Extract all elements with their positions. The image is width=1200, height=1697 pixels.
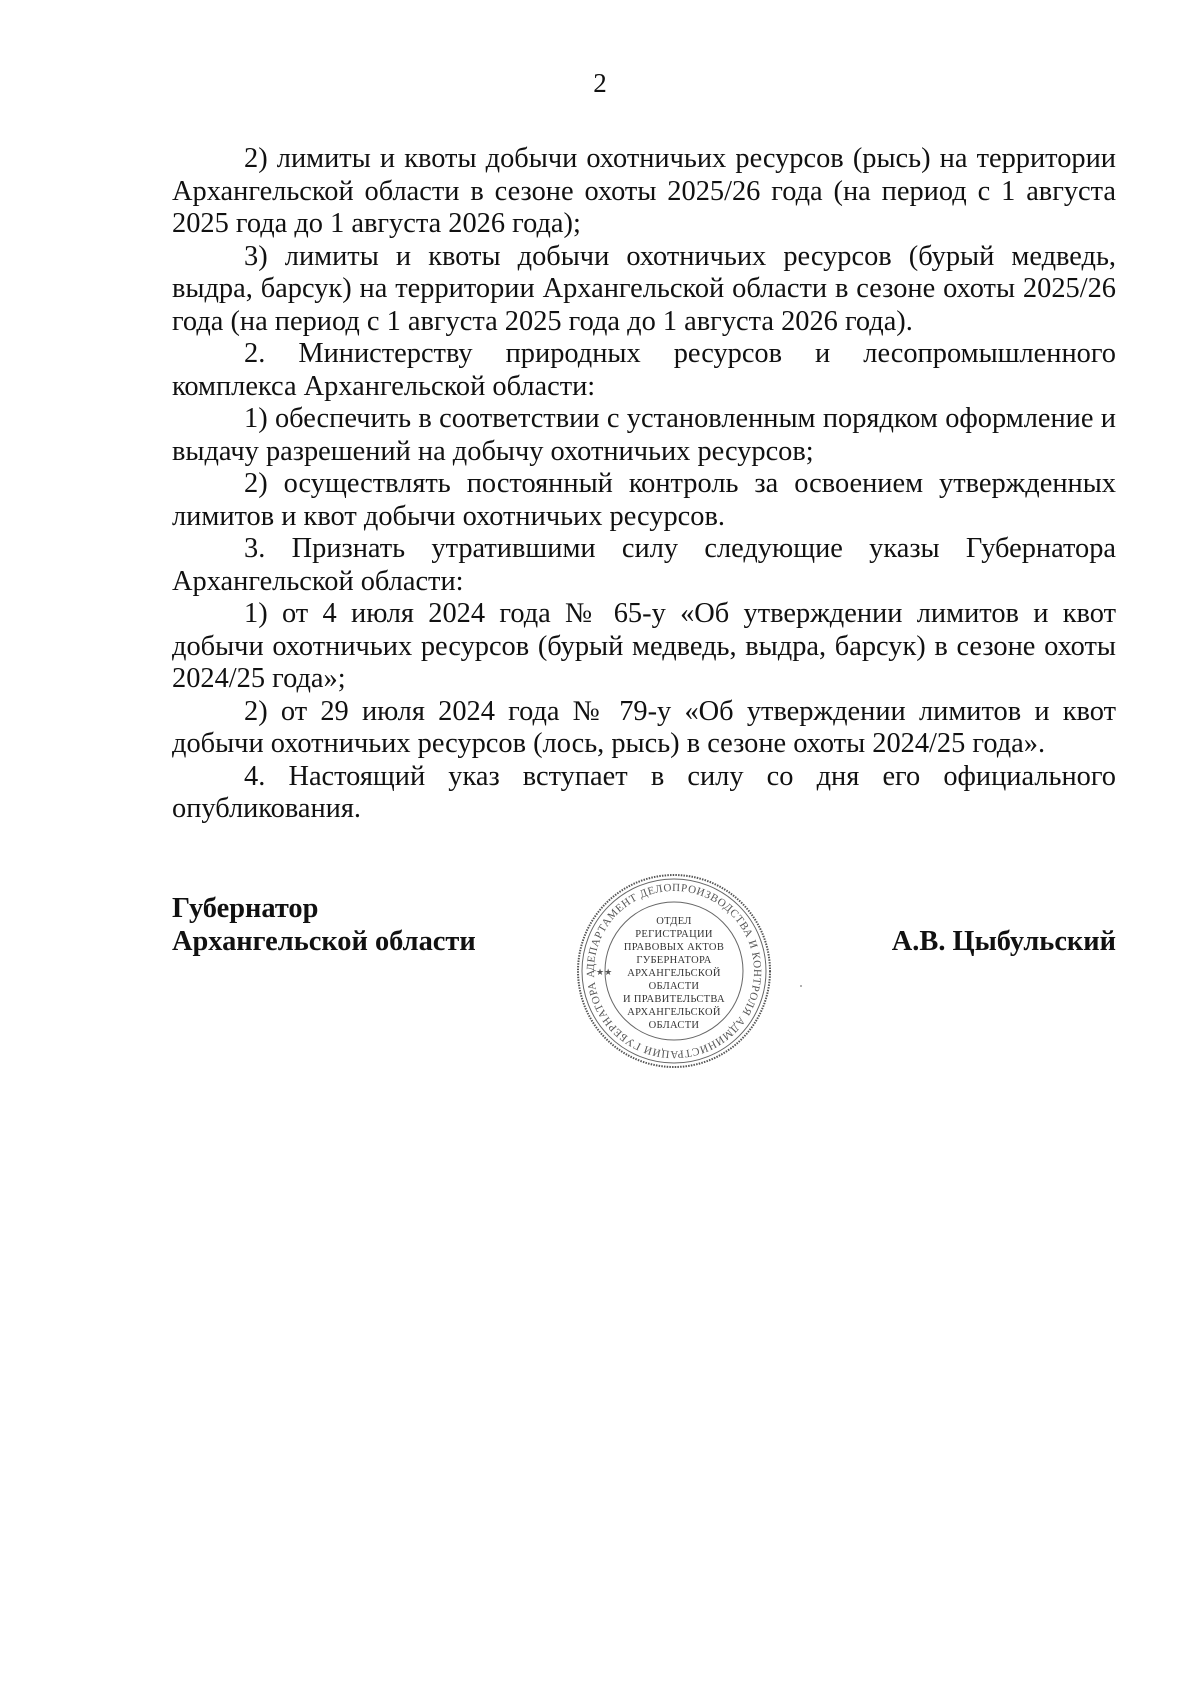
seal-line: АРХАНГЕЛЬСКОЙ (627, 1007, 721, 1018)
scan-speck (800, 985, 802, 987)
paragraph-clause-2-item-2: 2) осуществлять постоянный контроль за освоением утвержденных лимитов и квот добычи охотничьих ресурсов. (172, 468, 1116, 532)
paragraph-clause-2-item-1: 1) обеспечить в соответствии с установленным порядком оформление и выдачу разрешений на добычу охотничьих ресурсов; (172, 403, 1116, 467)
document-body (172, 143, 1116, 826)
paragraph-item-2-lynx: 2) лимиты и квоты добычи охотничьих ресурсов (рысь) на территории Архангельской области в сезоне охоты 2025/26 года (на период с 1 августа 2025 года до 1 августа 2026 года); (172, 143, 1116, 239)
signatory-name: А.В. Цыбульский (891, 925, 1116, 957)
seal-inner-text (574, 915, 774, 1032)
signatory-region: Архангельской области (172, 925, 476, 957)
paragraph-item-3-bear-otter-badger: 3) лимиты и квоты добычи охотничьих ресурсов (бурый медведь, выдра, барсук) на территории Архангельской области в сезоне охоты 2025/26 года (на период с 1 августа 2025 года до 1 августа 2026 года). (172, 240, 1116, 337)
paragraph-clause-4-effective: 4. Настоящий указ вступает в силу со дня его официального опубликования. (172, 760, 1116, 824)
seal-line: ОТДЕЛ (656, 916, 692, 927)
paragraph-clause-3-repeal: 3. Признать утратившими силу следующие указы Губернатора Архангельской области: (172, 533, 1116, 597)
official-seal-stamp (574, 871, 774, 1071)
seal-ring-textpath: ДЕПАРТАМЕНТ ДЕЛОПРОИЗВОДСТВА И КОНТРОЛЯ АДМИНИСТРАЦИИ ГУБЕРНАТОРА А (584, 881, 764, 1061)
signatory-title: Губернатор (172, 893, 319, 924)
seal-line: ОБЛАСТИ (648, 981, 700, 992)
seal-line: РЕГИСТРАЦИИ (635, 929, 713, 940)
seal-line: АРХАНГЕЛЬСКОЙ (627, 968, 721, 979)
paragraph-clause-2-ministry: 2. Министерству природных ресурсов и лесопромышленного комплекса Архангельской области: (172, 338, 1116, 402)
paragraph-clause-3-item-2: 2) от 29 июля 2024 года № 79-у «Об утверждении лимитов и квот добычи охотничьих ресурсов (лось, рысь) в сезоне охоты 2024/25 года». (172, 695, 1116, 759)
seal-line: ПРАВОВЫХ АКТОВ (623, 942, 725, 953)
signatory-position (172, 893, 476, 958)
seal-line: ОБЛАСТИ (648, 1020, 700, 1031)
seal-line: И ПРАВИТЕЛЬСТВА (623, 994, 725, 1005)
seal-star-icon: ★★ (596, 967, 613, 977)
seal-line: ГУБЕРНАТОРА (636, 955, 712, 966)
paragraph-clause-3-item-1: 1) от 4 июля 2024 года № 65-у «Об утверждении лимитов и квот добычи охотничьих ресурсов (бурый медведь, выдра, барсук) в сезоне охоты 2024/25 года»; (172, 598, 1116, 694)
page-number: 2 (593, 68, 607, 98)
